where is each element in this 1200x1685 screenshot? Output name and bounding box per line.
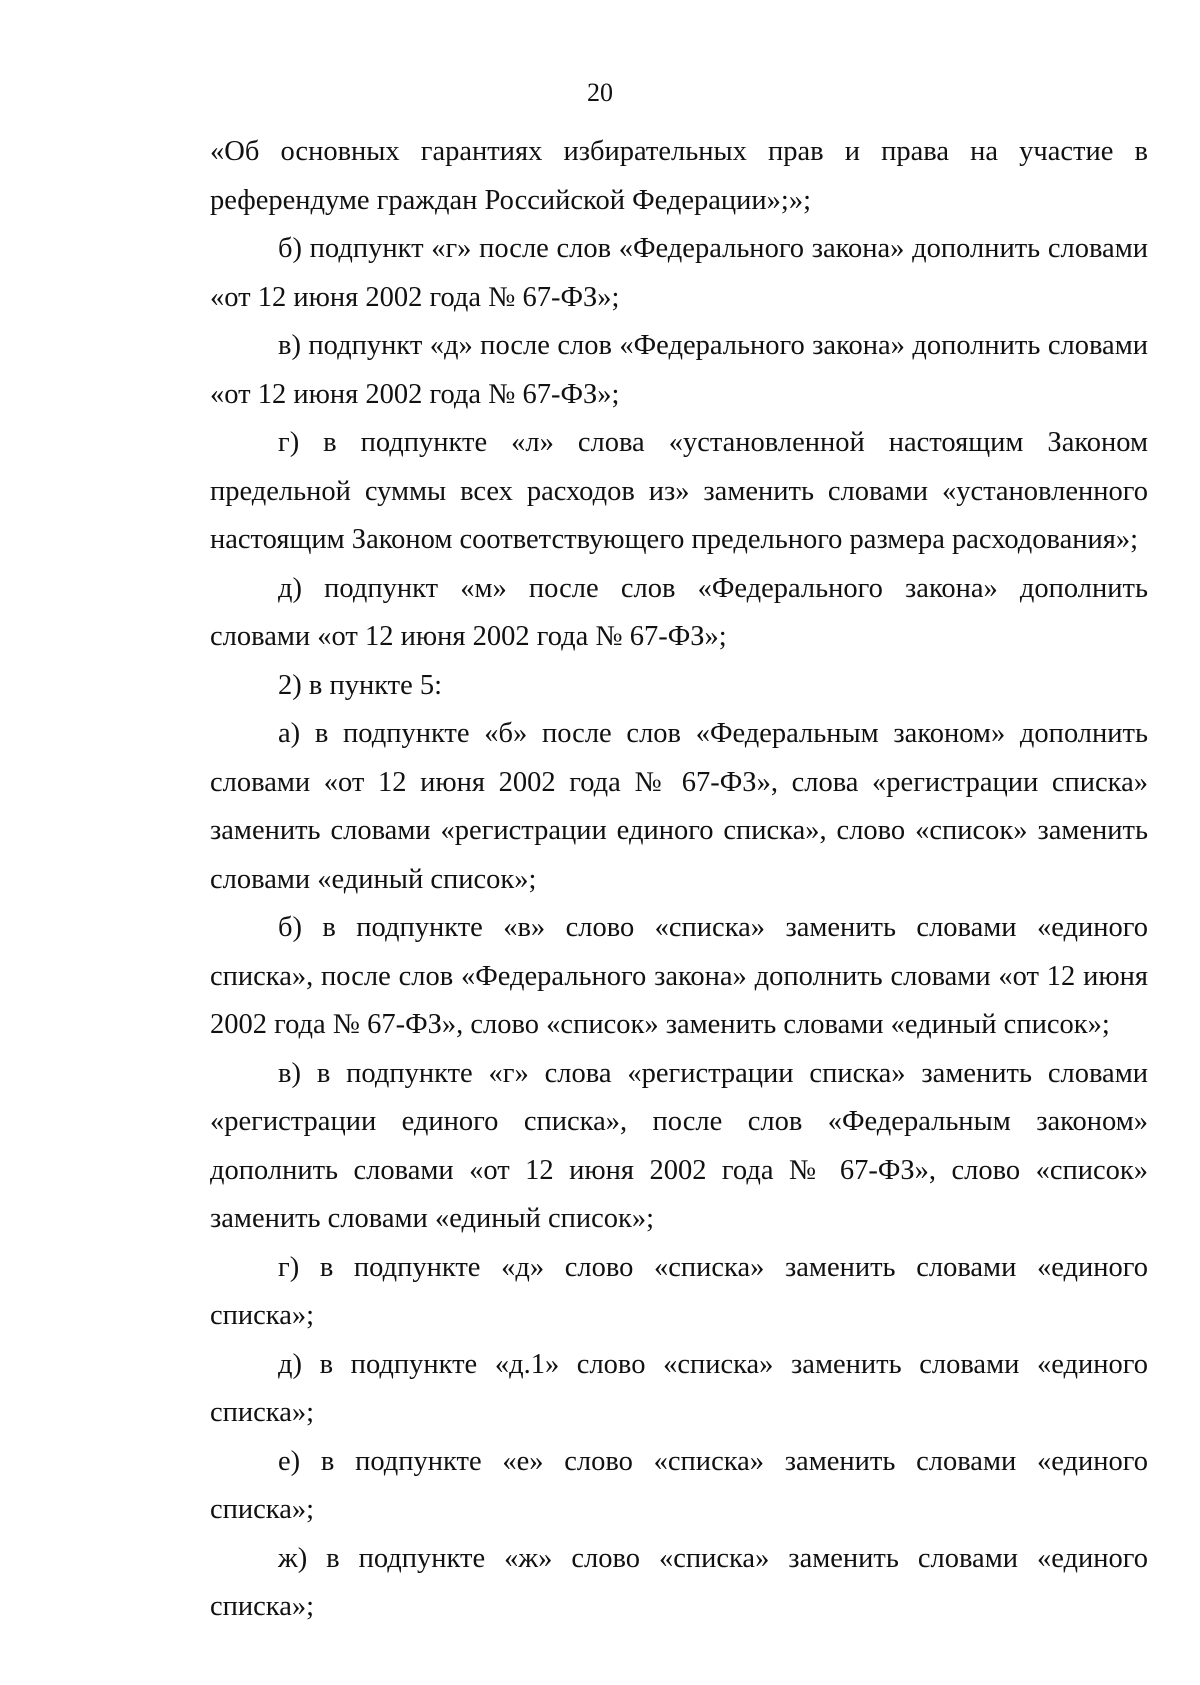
paragraph-subitem-g: г) в подпункте «л» слова «установленной настоящим Законом предельной суммы всех расходов из» заменить словами «установленного настоящим Законом соответствующего предельного размера расходования»; [210, 427, 1148, 555]
paragraph-continuation: «Об основных гарантиях избирательных прав и права на участие в референдуме граждан Российской Федерации»;»; [210, 136, 1148, 216]
paragraph-item-2-subitem-d: д) в подпункте «д.1» слово «списка» заменить словами «единого списка»; [210, 1348, 1148, 1428]
paragraph-item-2-subitem-g: г) в подпункте «д» слово «списка» заменить словами «единого списка»; [210, 1251, 1148, 1331]
document-body [210, 128, 1148, 1632]
paragraph-item-2: 2) в пункте 5: [278, 669, 443, 701]
paragraph-subitem-b: б) подпункт «г» после слов «Федерального закона» дополнить словами «от 12 июня 2002 года № 67-ФЗ»; [210, 233, 1148, 313]
paragraph-item-2-subitem-b: б) в подпункте «в» слово «списка» заменить словами «единого списка», после слов «Федерального закона» дополнить словами «от 12 июня 2002 года № 67-ФЗ», слово «список» заменить словами «единый список»; [210, 912, 1148, 1040]
page-number: 20 [587, 78, 613, 107]
paragraph-subitem-d: д) подпункт «м» после слов «Федерального закона» дополнить словами «от 12 июня 2002 года № 67-ФЗ»; [210, 572, 1148, 652]
paragraph-subitem-v: в) подпункт «д» после слов «Федерального закона» дополнить словами «от 12 июня 2002 года № 67-ФЗ»; [210, 330, 1148, 410]
paragraph-item-2-subitem-v: в) в подпункте «г» слова «регистрации списка» заменить словами «регистрации единого списка», после слов «Федеральным законом» дополнить словами «от 12 июня 2002 года № 67-ФЗ», слово «список» заменить словами «единый список»; [210, 1057, 1148, 1234]
paragraph-item-2-subitem-e: е) в подпункте «е» слово «списка» заменить словами «единого списка»; [210, 1445, 1148, 1525]
paragraph-item-2-subitem-zh: ж) в подпункте «ж» слово «списка» заменить словами «единого списка»; [210, 1542, 1148, 1622]
paragraph-item-2-subitem-a: а) в подпункте «б» после слов «Федеральным законом» дополнить словами «от 12 июня 2002 года № 67-ФЗ», слова «регистрации списка» заменить словами «регистрации единого списка», слово «список» заменить словами «единый список»; [210, 718, 1148, 895]
